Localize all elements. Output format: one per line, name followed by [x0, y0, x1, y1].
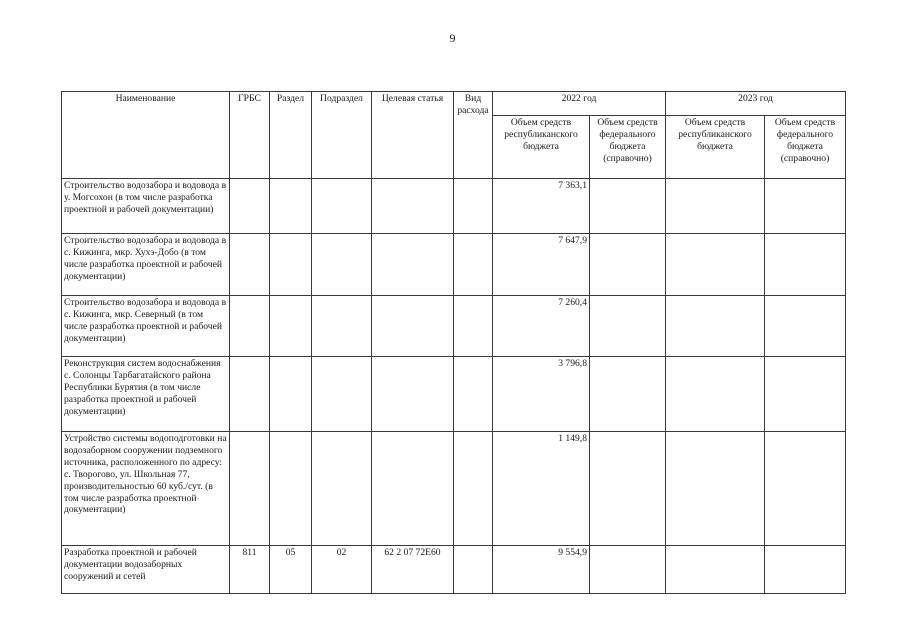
cell-fed-2023: [765, 432, 846, 546]
header-section: Раздел: [270, 92, 312, 179]
cell-rep-2022: 3 796,8: [493, 357, 590, 432]
table-row: [62, 296, 846, 357]
cell-rep-2022: 7 647,9: [493, 234, 590, 296]
cell-fed-2022: [590, 179, 666, 234]
table-row: [62, 179, 846, 234]
cell-name: Разработка проектной и рабочей документации водозаборных сооружений и сетей: [62, 546, 230, 594]
cell-target-article: [372, 234, 454, 296]
header-federal-budget-2022: Объем средств федерального бюджета (справочно): [590, 116, 666, 179]
cell-fed-2022: [590, 546, 666, 594]
cell-name: Строительство водозабора и водовода в у. Могсохон (в том числе разработка проектной и рабочей документации): [62, 179, 230, 234]
table-row: [62, 357, 846, 432]
header-subsection: Подраздел: [312, 92, 372, 179]
budget-table: [61, 91, 846, 594]
table-header-row: [62, 92, 846, 116]
cell-section: 05: [270, 546, 312, 594]
cell-rep-2023: [666, 357, 765, 432]
cell-expense-type: [454, 546, 493, 594]
cell-rep-2022: 9 554,9: [493, 546, 590, 594]
cell-rep-2022: 7 260,4: [493, 296, 590, 357]
cell-section: [270, 432, 312, 546]
cell-rep-2023: [666, 234, 765, 296]
cell-grbs: [230, 296, 270, 357]
cell-target-article: [372, 179, 454, 234]
cell-subsection: [312, 432, 372, 546]
header-grbs: ГРБС: [230, 92, 270, 179]
cell-expense-type: [454, 432, 493, 546]
cell-grbs: [230, 357, 270, 432]
cell-subsection: 02: [312, 546, 372, 594]
page-number: 9: [449, 31, 456, 45]
cell-rep-2023: [666, 179, 765, 234]
header-expense-type: Вид расхода: [454, 92, 493, 179]
header-republican-budget-2023: Объем средств республиканского бюджета: [666, 116, 765, 179]
cell-grbs: 811: [230, 546, 270, 594]
cell-fed-2022: [590, 296, 666, 357]
cell-fed-2023: [765, 546, 846, 594]
cell-expense-type: [454, 296, 493, 357]
table-row: [62, 234, 846, 296]
cell-expense-type: [454, 234, 493, 296]
cell-rep-2023: [666, 546, 765, 594]
cell-section: [270, 296, 312, 357]
cell-fed-2022: [590, 357, 666, 432]
cell-rep-2023: [666, 296, 765, 357]
cell-target-article: [372, 296, 454, 357]
cell-section: [270, 357, 312, 432]
cell-expense-type: [454, 357, 493, 432]
cell-rep-2022: 7 363,1: [493, 179, 590, 234]
cell-expense-type: [454, 179, 493, 234]
header-year-2023: 2023 год: [666, 92, 846, 116]
header-target-article: Целевая статья: [372, 92, 454, 179]
cell-fed-2023: [765, 179, 846, 234]
cell-fed-2023: [765, 234, 846, 296]
header-federal-budget-2023: Объем средств федерального бюджета (справочно): [765, 116, 846, 179]
cell-subsection: [312, 296, 372, 357]
cell-name: Устройство системы водоподготовки на водозаборном сооружении подземного источника, расположенного по адресу: с. Творогово, ул. Школьная 77, производительностью 60 куб./сут. (в том числе разработка проектной документации): [62, 432, 230, 546]
cell-grbs: [230, 234, 270, 296]
header-year-2022: 2022 год: [493, 92, 666, 116]
header-republican-budget-2022: Объем средств республиканского бюджета: [493, 116, 590, 179]
header-name: Наименование: [62, 92, 230, 179]
cell-target-article: [372, 357, 454, 432]
cell-name: Строительство водозабора и водовода в с. Кижинга, мкр. Хухэ-Добо (в том числе разработка проектной и рабочей документации): [62, 234, 230, 296]
cell-name: Строительство водозабора и водовода в с. Кижинга, мкр. Северный (в том числе разработка проектной и рабочей документации): [62, 296, 230, 357]
cell-subsection: [312, 234, 372, 296]
cell-name: Реконструкция систем водоснабжения с. Солонцы Тарбагатайского района Республики Бурятия (в том числе разработка проектной и рабочей документации): [62, 357, 230, 432]
cell-target-article: [372, 432, 454, 546]
cell-fed-2022: [590, 234, 666, 296]
table-row: [62, 546, 846, 594]
cell-target-article: 62 2 07 72Е60: [372, 546, 454, 594]
cell-rep-2022: 1 149,8: [493, 432, 590, 546]
cell-rep-2023: [666, 432, 765, 546]
cell-subsection: [312, 357, 372, 432]
cell-fed-2022: [590, 432, 666, 546]
cell-subsection: [312, 179, 372, 234]
cell-section: [270, 179, 312, 234]
cell-grbs: [230, 179, 270, 234]
table-row: [62, 432, 846, 546]
cell-fed-2023: [765, 296, 846, 357]
cell-fed-2023: [765, 357, 846, 432]
cell-grbs: [230, 432, 270, 546]
cell-section: [270, 234, 312, 296]
